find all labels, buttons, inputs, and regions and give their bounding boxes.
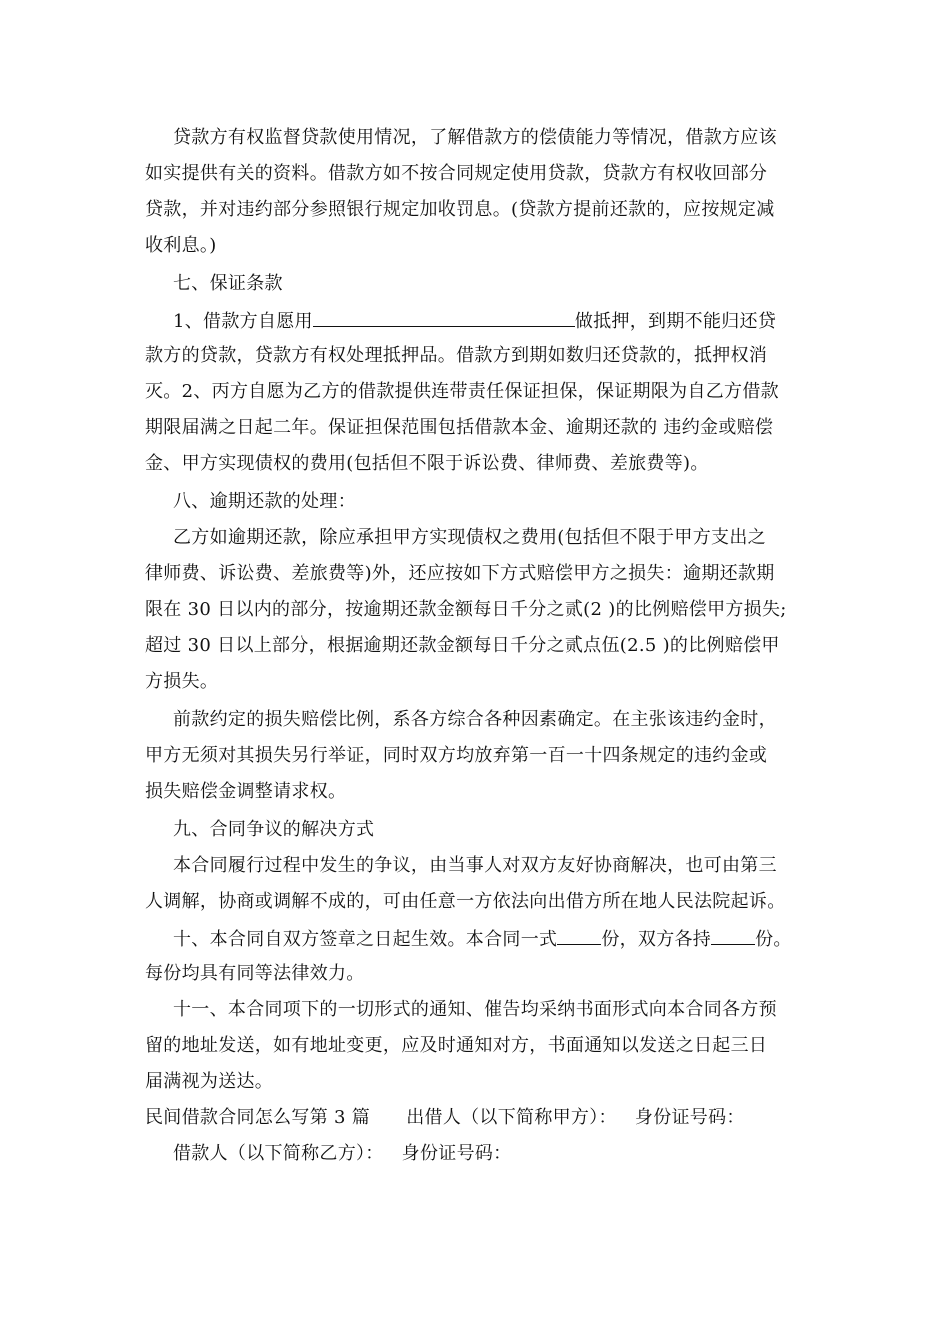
text-line: 人调解，协商或调解不成的，可由任意一方依法向出借方所在地人民法院起诉。 (145, 891, 786, 912)
section-title-line: 民间借款合同怎么写第 3 篇 出借人（以下简称甲方）： 身份证号码： (145, 1107, 745, 1128)
text-line: 款方的贷款，贷款方有权处理抵押品。借款方到期如数归还贷款的，抵押权消 (145, 345, 768, 366)
text-segment: 做抵押，到期不能归还贷 (574, 311, 777, 332)
section-heading: 九、合同争议的解决方式 (173, 819, 375, 840)
text-line: 损失赔偿金调整请求权。 (145, 781, 347, 802)
text-line: 期限届满之日起二年。保证担保范围包括借款本金、逾期还款的 违约金或赔偿 (145, 417, 774, 438)
text-line: 本合同履行过程中发生的争议，由当事人对双方友好协商解决，也可由第三 (173, 855, 777, 876)
text-line: 贷款方有权监督贷款使用情况，了解借款方的偿债能力等情况，借款方应该 (173, 127, 777, 148)
text-line: 十一、本合同项下的一切形式的通知、催告均采纳书面形式向本合同各方预 (173, 999, 777, 1020)
text-segment: 十、本合同自双方签章之日起生效。本合同一式 (173, 929, 558, 950)
text-line: 届满视为送达。 (145, 1071, 274, 1092)
text-line: 贷款，并对违约部分参照银行规定加收罚息。(贷款方提前还款的，应按规定减 (145, 199, 775, 220)
text-line: 金、甲方实现债权的费用(包括但不限于诉讼费、律师费、差旅费等)。 (145, 453, 709, 474)
text-line-with-blanks (173, 926, 792, 950)
text-segment: 份，双方各持 (601, 929, 712, 950)
text-line: 灭。2、丙方自愿为乙方的借款提供连带责任保证担保，保证期限为自乙方借款 (145, 381, 779, 402)
text-line: 律师费、诉讼费、差旅费等)外，还应按如下方式赔偿甲方之损失：逾期还款期 (145, 563, 775, 584)
text-line: 收利息。) (145, 235, 217, 256)
fill-in-blank (557, 926, 601, 945)
fill-in-blank (711, 926, 755, 945)
text-line: 借款人（以下简称乙方）： 身份证号码： (173, 1143, 512, 1164)
text-line: 每份均具有同等法律效力。 (145, 963, 365, 984)
text-line: 方损失。 (145, 671, 219, 692)
text-line: 前款约定的损失赔偿比例，系各方综合各种因素确定。在主张该违约金时， (173, 709, 777, 730)
text-line: 如实提供有关的资料。借款方如不按合同规定使用贷款，贷款方有权收回部分 (145, 163, 768, 184)
text-segment: 1、借款方自愿用 (173, 311, 313, 332)
section-heading: 八、逾期还款的处理： (173, 491, 356, 512)
text-line: 留的地址发送，如有地址变更，应及时通知对方，书面通知以发送之日起三日 (145, 1035, 768, 1056)
text-line: 甲方无须对其损失另行举证，同时双方均放弃第一百一十四条规定的违约金或 (145, 745, 768, 766)
text-segment: 份。 (755, 929, 792, 950)
fill-in-blank (313, 308, 575, 327)
section-heading: 七、保证条款 (173, 273, 283, 294)
text-line-with-blank (173, 308, 776, 332)
text-line: 超过 30 日以上部分，根据逾期还款金额每日千分之贰点伍(2.5 )的比例赔偿甲 (145, 635, 780, 656)
text-line: 限在 30 日以内的部分，按逾期还款金额每日千分之贰(2 )的比例赔偿甲方损失; (145, 599, 787, 620)
text-line: 乙方如逾期还款，除应承担甲方实现债权之费用(包括但不限于甲方支出之 (173, 527, 766, 548)
